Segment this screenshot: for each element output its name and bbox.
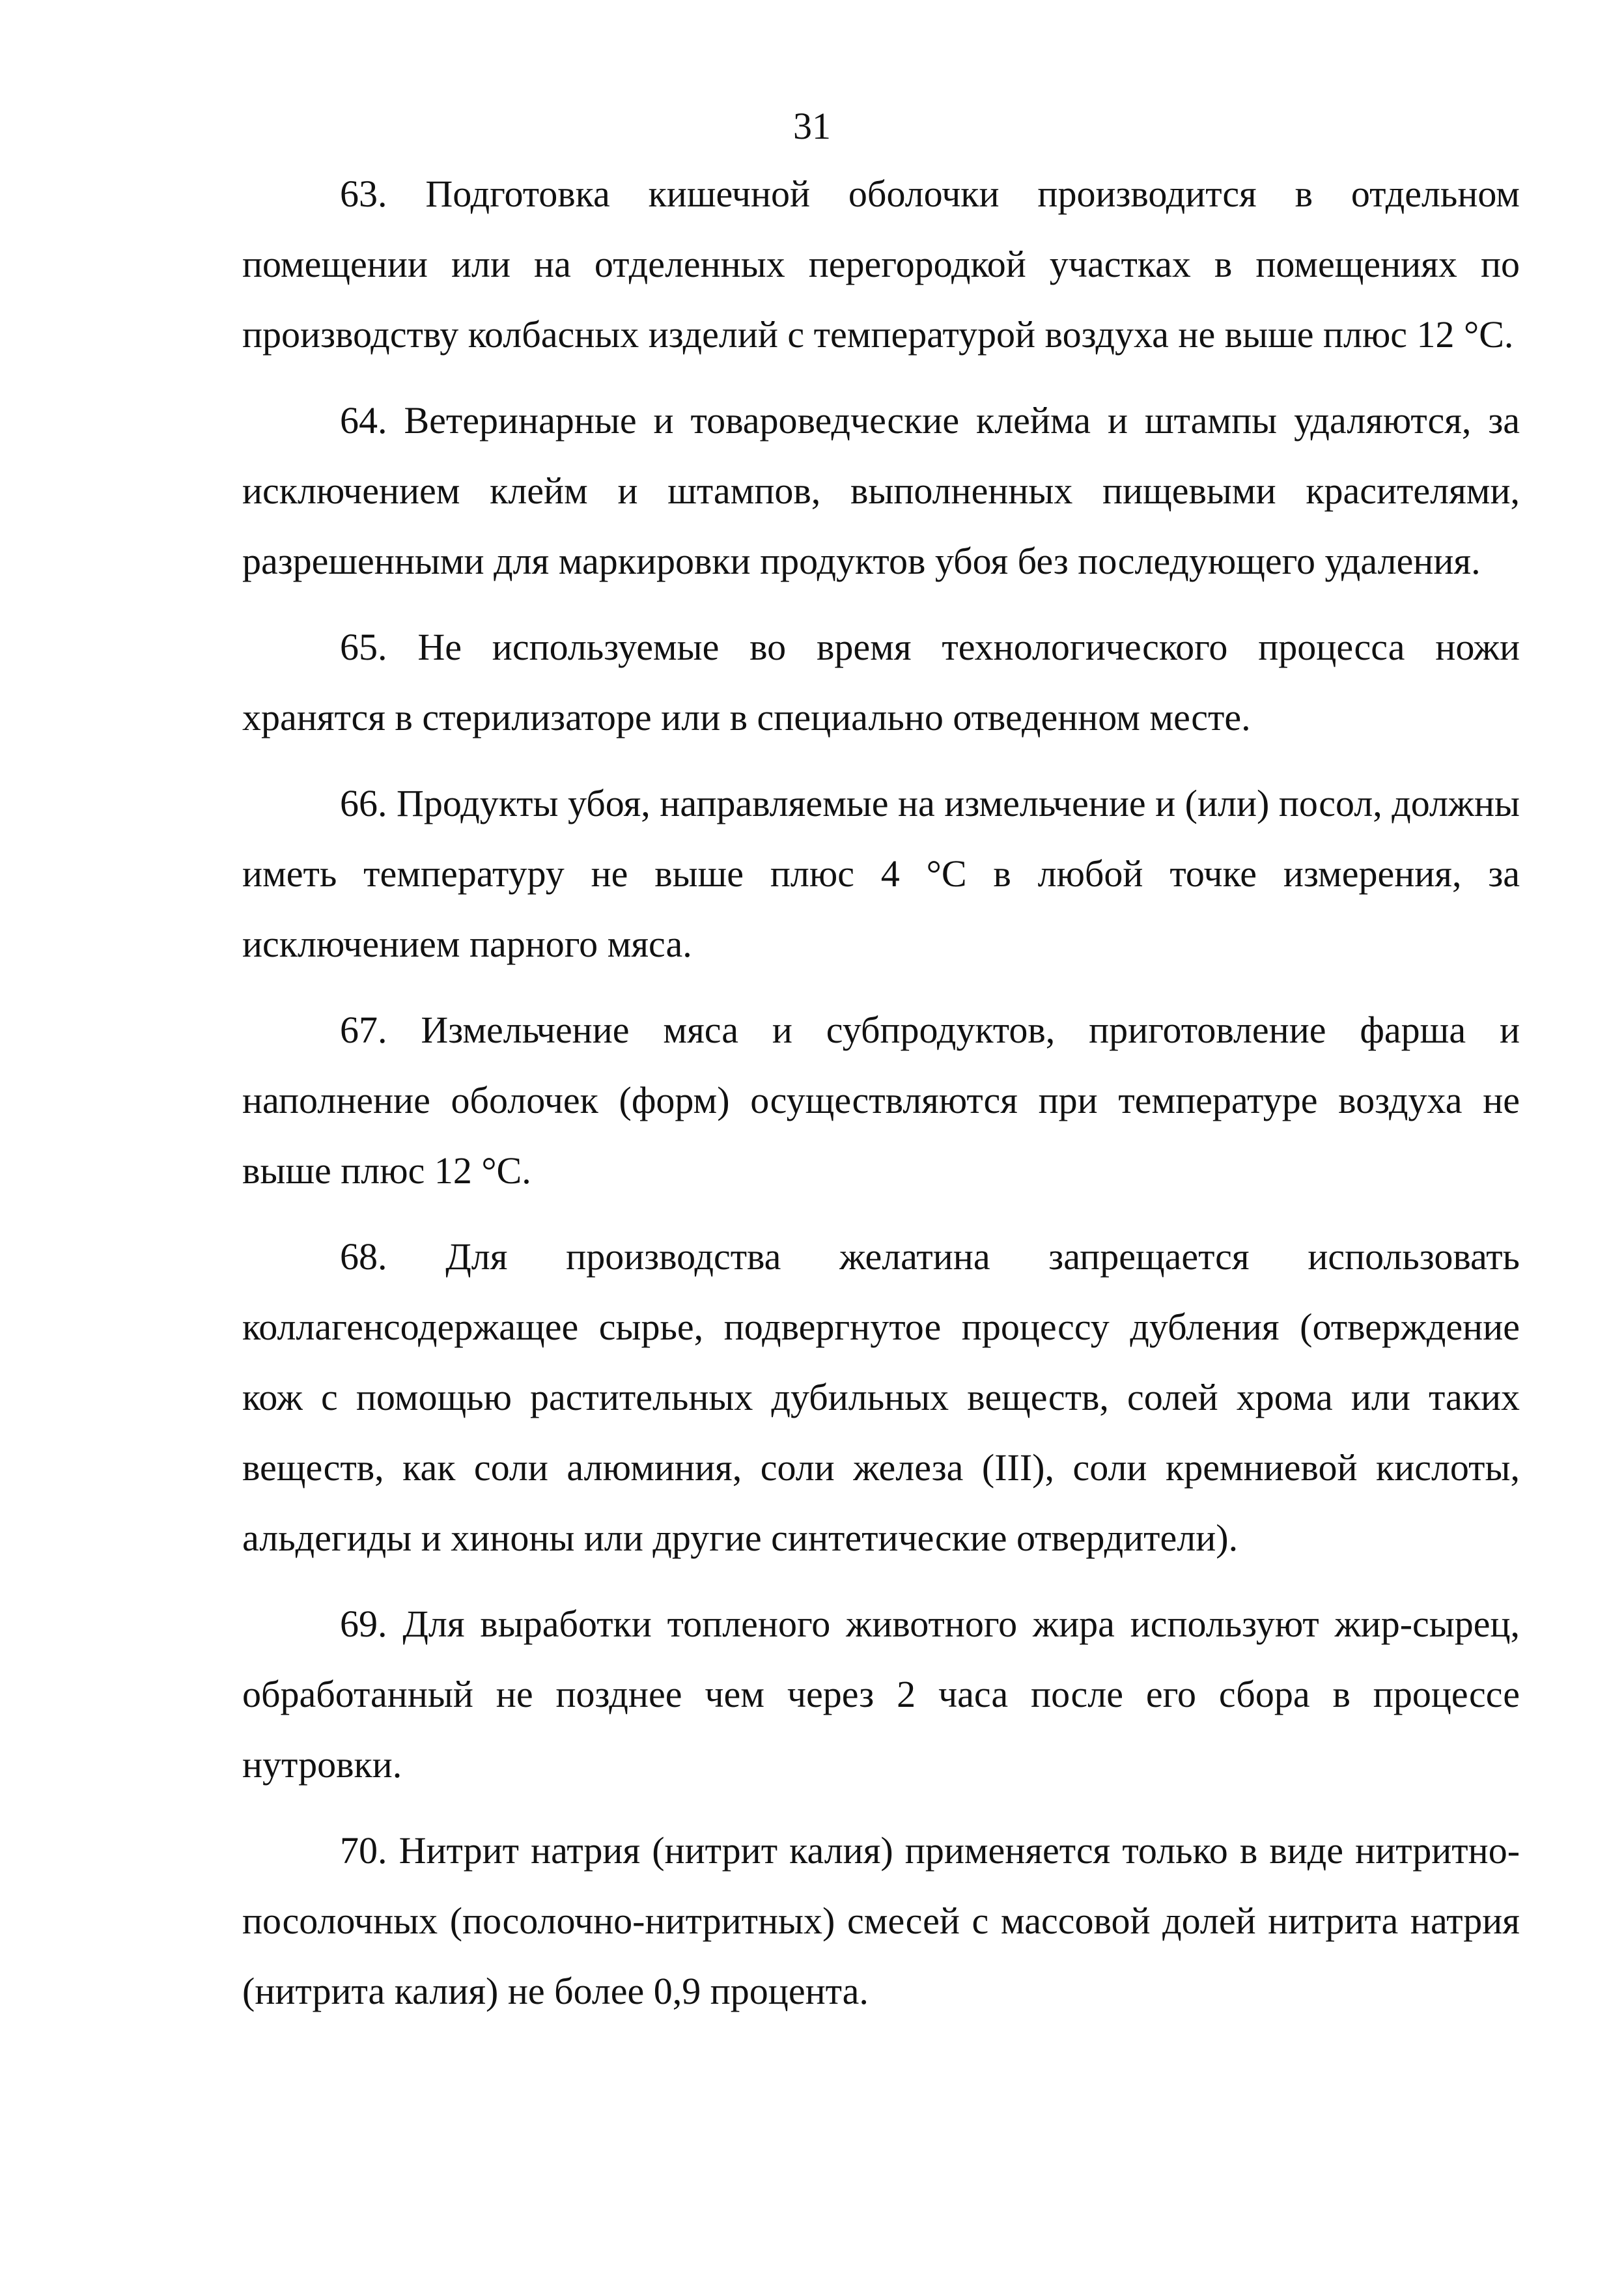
paragraph-number: 69. [340, 1603, 387, 1645]
page-number: 31 [793, 105, 831, 147]
paragraph-number: 65. [340, 626, 387, 668]
paragraph-text: Для производства желатина запрещается использовать коллагенсодержащее сырье, подвергнутое процессу дубления (отверждение кож с помощью растительных дубильных веществ, солей хрома или таких веществ, как соли алюминия, соли железа (III), соли кремниевой кислоты, альдегиды и хиноны или другие синтетические отвердители). [242, 1235, 1520, 1559]
paragraph-65 [242, 612, 1520, 753]
paragraph-number: 70. [340, 1829, 387, 1872]
paragraph-text: Измельчение мяса и субпродуктов, приготовление фарша и наполнение оболочек (форм) осуществляются при температуре воздуха не выше плюс 12 °С. [242, 1009, 1520, 1192]
paragraph-66 [242, 768, 1520, 979]
paragraph-text: Ветеринарные и товароведческие клейма и штампы удаляются, за исключением клейм и штампов, выполненных пищевыми красителями, разрешенными для маркировки продуктов убоя без последующего удаления. [242, 399, 1520, 582]
paragraph-68 [242, 1222, 1520, 1573]
paragraph-number: 64. [340, 399, 387, 442]
paragraph-number: 66. [340, 782, 387, 824]
paragraph-text: Продукты убоя, направляемые на измельчение и (или) посол, должны иметь температуру не выше плюс 4 °С в любой точке измерения, за исключением парного мяса. [242, 782, 1520, 965]
paragraph-text: Не используемые во время технологического процесса ножи хранятся в стерилизаторе или в специально отведенном месте. [242, 626, 1520, 738]
paragraph-70 [242, 1816, 1520, 2027]
paragraph-number: 67. [340, 1009, 387, 1051]
paragraph-64 [242, 386, 1520, 597]
document-body [242, 159, 1520, 2042]
paragraph-number: 63. [340, 173, 387, 215]
paragraph-67 [242, 995, 1520, 1206]
paragraph-69 [242, 1589, 1520, 1800]
paragraph-text: Нитрит натрия (нитрит калия) применяется только в виде нитритно-посолочных (посолочно-нитритных) смесей с массовой долей нитрита натрия (нитрита калия) не более 0,9 процента. [242, 1829, 1520, 2012]
paragraph-text: Для выработки топленого животного жира используют жир-сырец, обработанный не позднее чем через 2 часа после его сбора в процессе нутровки. [242, 1603, 1520, 1786]
paragraph-number: 68. [340, 1235, 387, 1278]
paragraph-63 [242, 159, 1520, 370]
paragraph-text: Подготовка кишечной оболочки производится в отдельном помещении или на отделенных перегородкой участках в помещениях по производству колбасных изделий с температурой воздуха не выше плюс 12 °С. [242, 173, 1520, 356]
